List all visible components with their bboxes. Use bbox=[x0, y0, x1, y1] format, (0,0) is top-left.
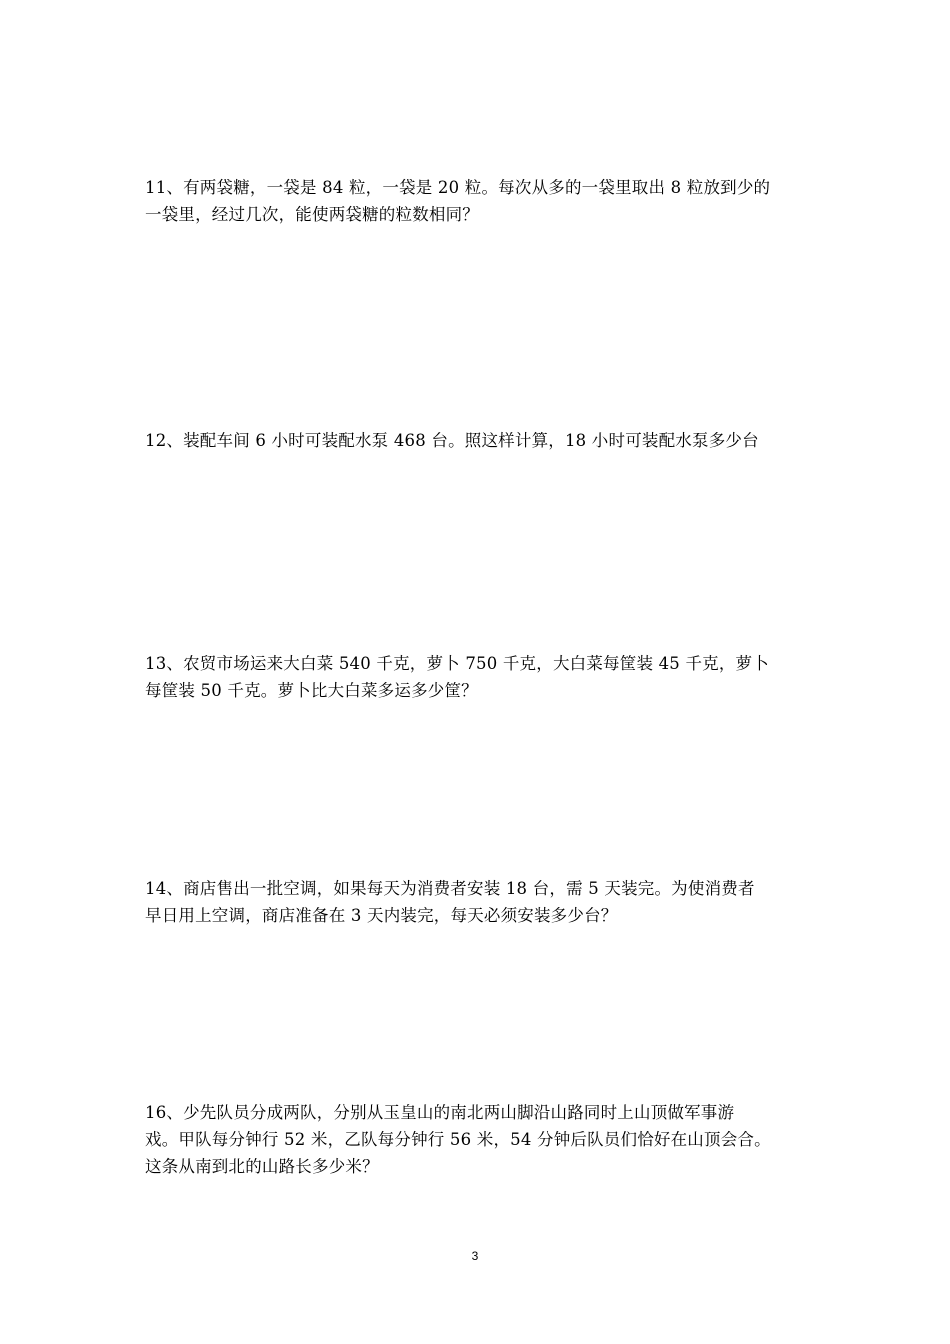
problem-16-line-1: 16、少先队员分成两队，分别从玉皇山的南北两山脚沿山路同时上山顶做军事游 bbox=[145, 1103, 735, 1122]
problem-16-line-3: 这条从南到北的山路长多少米？ bbox=[145, 1157, 379, 1176]
problem-11-line-1: 11、有两袋糖，一袋是 84 粒，一袋是 20 粒。每次从多的一袋里取出 8 粒放到少的 bbox=[145, 178, 771, 197]
problem-12-line-1: 12、装配车间 6 小时可装配水泵 468 台。照这样计算，18 小时可装配水泵多少台 bbox=[145, 431, 759, 450]
page-number: 3 bbox=[471, 1249, 479, 1263]
problem-13-line-1: 13、农贸市场运来大白菜 540 千克，萝卜 750 千克，大白菜每筐装 45 千克，萝卜 bbox=[145, 654, 769, 673]
problem-16-line-2: 戏。甲队每分钟行 52 米，乙队每分钟行 56 米，54 分钟后队员们恰好在山顶会合。 bbox=[145, 1130, 771, 1149]
problem-13-line-2: 每筐装 50 千克。萝卜比大白菜多运多少筐？ bbox=[145, 681, 478, 700]
problem-14 bbox=[145, 875, 810, 929]
problem-16 bbox=[145, 1099, 810, 1180]
problem-14-line-1: 14、商店售出一批空调，如果每天为消费者安装 18 台，需 5 天装完。为使消费者 bbox=[145, 879, 755, 898]
problem-13 bbox=[145, 650, 810, 704]
problem-14-line-2: 早日用上空调，商店准备在 3 天内装完，每天必须安装多少台？ bbox=[145, 906, 618, 925]
problem-11-line-2: 一袋里，经过几次，能使两袋糖的粒数相同？ bbox=[145, 205, 479, 224]
problem-11 bbox=[145, 174, 810, 228]
problem-12 bbox=[145, 427, 810, 454]
